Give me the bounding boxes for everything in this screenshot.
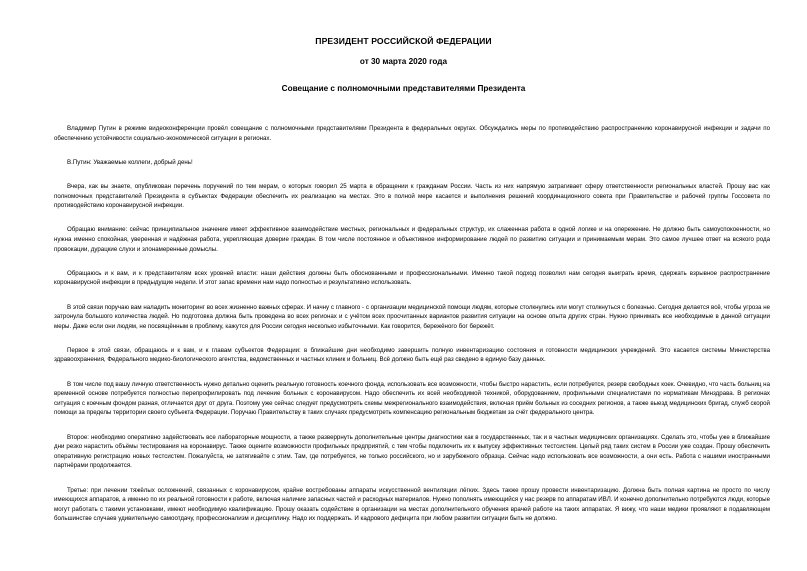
document-date: от 30 марта 2020 года: [359, 57, 448, 66]
paragraph-greeting: В.Путин: Уважаемые коллеги, добрый день!: [67, 158, 193, 166]
paragraph: Обращаю внимание: сейчас принципиальное значение имеет эффективное взаимодействие местных, региональных и федеральных структур, их слаженная работа в одной логике и на опережение. Не должно быть самоуспокоенности, но нужна именно спокойная, уверенная и надёжная работа, укрепляющая доверие граждан. В том числе постоянное и объективное информирование людей по развитию ситуации и принимаемым мерам. Это самое лучшее ответ на всякого рода провокации, дурацкие слухи и злонамеренные домыслы.: [54, 226, 770, 253]
document-title: ПРЕЗИДЕНТ РОССИЙСКОЙ ФЕДЕРАЦИИ: [315, 36, 492, 46]
paragraph: В том числе под вашу личную ответственность нужно детально оценить реальную готовность коечного фонда, использовать все возможности, чтобы быстро нарастить, если потребуется, резерв свободных коек. Очевидно, что часть больниц на временной основе потребуется полностью перепрофилировать под лечение больных с коронавирусом. Надо обеспечить их всей необходимой техникой, оборудованием, профильными специалистами по нормативам Минздрава. В регионах ситуация с коечным фондом разная, отличается друг от друга. Поэтому уже сейчас следует предусмотреть схемы межрегионального взаимодействия, включая приём больных из соседних регионов, а также выезд медицинских бригад, служб скорой помощи за пределы территории своего субъекта Федерации. Поручаю Правительству в таких случаях предусмотреть компенсацию региональным бюджетам за счёт федерального центра.: [54, 380, 770, 417]
document-subtitle: Совещание с полномочными представителями Президента: [281, 84, 526, 93]
paragraph: Первое в этой связи, обращаюсь и к вам, и к главам субъектов Федерации: в ближайшие дни необходимо завершить полную инвентаризацию состояния и готовности медицинских учреждений. Это касается системы Министерства здравоохранения, Федерального медико-биологического агентства, ведомственных и частных клиник и больниц. Всё должно быть ещё раз сведено в единую базу данных.: [54, 346, 770, 364]
paragraph: Третье: при лечении тяжёлых осложнений, связанных с коронавирусом, крайне востребованы аппараты искусственной вентиляции лёгких. Здесь также прошу провести инвентаризацию. Должна быть полная картина не просто по числу имеющихся аппаратов, а именно по их реальной готовности к работе, включая наличие запасных частей и расходных материалов. Нужно пополнять имеющийся у нас резерв по аппаратам ИВЛ. И конечно дополнительно потребуются люди, которые могут работать с такими установками, имеют необходимую квалификацию. Прошу оказать содействие в организации на местах дополнительного обучения врачей работе на таких аппаратах. Я вижу, что наши медики проявляют в подавляющем большинстве случаев удивительную самоотдачу, профессионализм и дисциплину. Надо их поддержать. И кадрового дефицита при любом развитии ситуации быть не должно.: [54, 486, 770, 523]
paragraph: Обращаюсь и к вам, и к представителям всех уровней власти: наши действия должны быть обоснованными и профессиональными. Именно такой подход позволил нам сегодня выиграть время, сдержать взрывное распространение коронавирусной инфекции в предыдущие недели. И этот запас времени нам надо полностью и результативно использовать.: [54, 269, 770, 287]
paragraph: Вчера, как вы знаете, опубликован перечень поручений по тем мерам, о которых говорил 25 марта в обращении к гражданам России. Часть из них напрямую затрагивает сферу ответственности региональных властей. Прошу вас как полномочных представителей Президента в субъектах Федерации обеспечить их реализацию на местах. Это в полной мере касается и выполнения решений координационного совета при Правительстве и рабочей группы Госсовета по противодействию коронавирусной инфекции.: [54, 182, 770, 210]
paragraph: В этой связи поручаю вам наладить мониторинг во всех жизненно важных сферах. И начну с главного - с организации медицинской помощи людям, которые столкнулись или могут столкнуться с болезнью. Сегодня делается всё, чтобы угроза не затронула большого количества людей. Но подготовка должна быть проведена во всех регионах и с учётом всех просчитанных вариантов развития ситуации на основе опыта других стран. Нужно принимать все необходимые в данной ситуации меры. Даже если они людям, не посвящённым в проблему, кажутся для России сегодня несколько избыточными. Как говорится, бережёного бог бережёт.: [54, 303, 770, 330]
paragraph-intro: Владимир Путин в режиме видеоконференции провёл совещание с полномочными представителями Президента в федеральных округах. Обсуждались меры по противодействию распространению коронавирусной инфекции и задачи по обеспечению устойчивости социально-экономической ситуации в регионах.: [54, 125, 770, 142]
document-body: [54, 124, 770, 539]
paragraph: Второе: необходимо оперативно задействовать все лабораторные мощности, а также разверрнуть дополнительные центры диагностики как в государственных, так и в частных медицинских организациях. Сделать это, чтобы уже в ближайшие дни резко нарастить объёмы тестирования на коронавирус. Также оцените возможности профильных предприятий, с тем чтобы подключить их к выпуску эффективных тестсистем. Целый ряд таких систем в России уже создан. Прошу обеспечить оперативную регистрацию новых тестсистем. Пожалуйста, не затягивайте с этим. Там, где потребуется, не только российского, но и зарубежного образца. Сейчас надо использовать все возможности, а они есть. Работа с нашими иностранными партнёрами продолжается.: [54, 433, 770, 470]
